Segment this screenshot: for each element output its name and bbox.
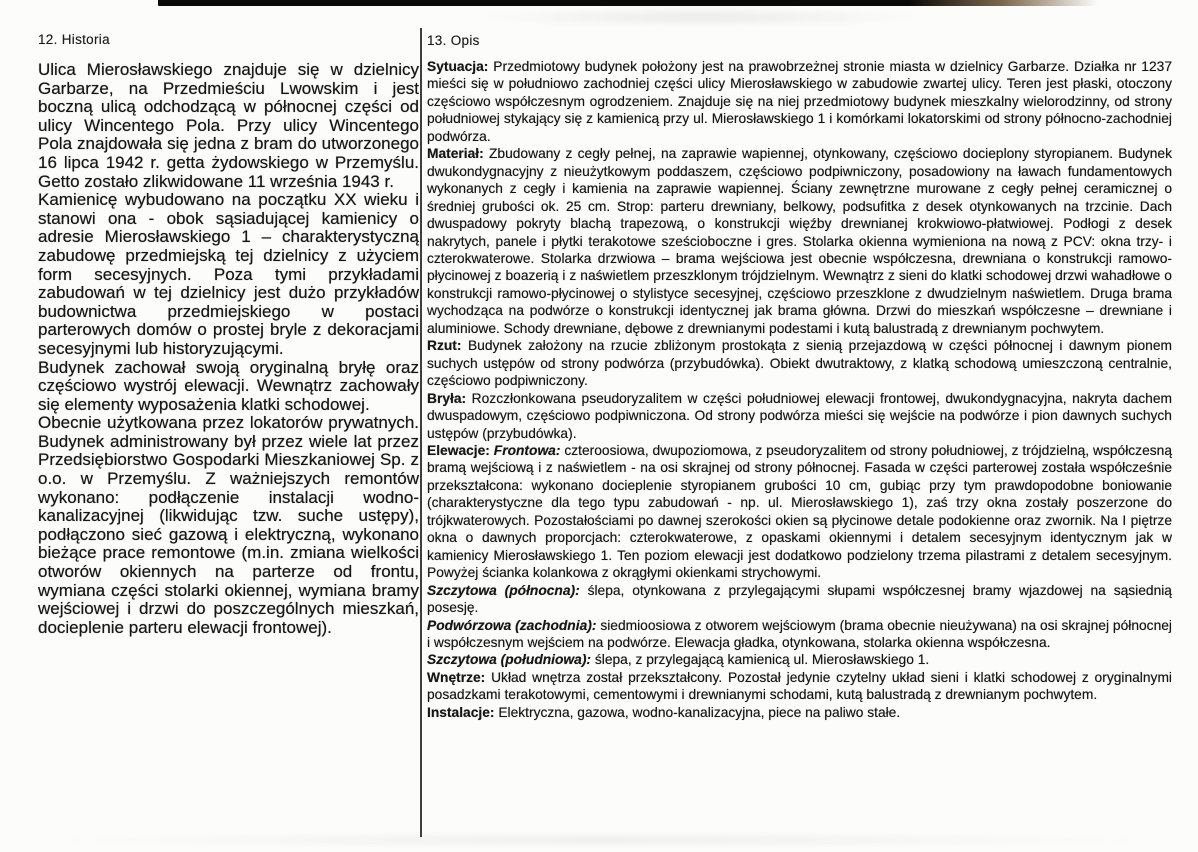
description-section-podworzowa-zachodnia (427, 617, 1172, 652)
description-section-wnetrze (427, 669, 1172, 704)
history-paragraph: Budynek zachował swoją oryginalną bryłę oraz częściowo wystrój elewacji. Wewnątrz zachowały się elementy wyposażenia klatki schodowej. (38, 357, 419, 414)
section-13-header: 13. Opis (427, 33, 480, 48)
section-text: Budynek założony na rzucie zbliżonym prostokąta z sienią przejazdową w części północnej i dawnym pionem suchych ustępów od strony podwórza (przybudówka). Obiekt dwutraktowy, z klatką schodową umieszczoną centralnie, częściowo podpiwniczony. (427, 338, 1172, 389)
section-text: Rozczłonkowana pseudoryzalitem w części południowej elewacji frontowej, dwukondygnacyjna, nakryta dachem dwuspadowym, częściowo podpiwniczona. Od strony podwórza mieści się wejście na podwórze i pion dawnych suchych ustępów (przybudówka). (427, 390, 1172, 441)
section-label: Wnętrze: (427, 669, 486, 685)
history-paragraph: Kamienicę wybudowano na początku XX wieku i stanowi ona - obok sąsiadującej kamienicy o adresie Mierosławskiego 1 – charakterystyczną zabudowę przedmiejską tej dzielnicy z użyciem form secesyjnych. Poza tymi przykładami zabudowań w tej dzielnicy jest dużo przykładów budownictwa przedmiejskiego w postaci parterowych domów o prostej bryle z dekoracjami secesyjnymi lub historyzującymi. (38, 190, 419, 358)
section-text: Przedmiotowy budynek położony jest na prawobrzeżnej stronie miasta w dzielnicy Garbarze. Działka nr 1237 mieści się w południowo zachodniej części ulicy Mierosławskiego w zabudowie zwartej ulicy. Teren jest płaski, otoczony częściowo współczesnym ogrodzeniem. Znajduje się na niej przedmiotowy budynek mieszkalny wielorodzinny, od strony południowej stykający się z kamienicą przy ul. Mierosławskiego 1 i komórkami lokatorskimi od strony północno-zachodniej podwórza. (427, 59, 1172, 144)
description-section-sytuacja (427, 58, 1172, 145)
section-sublabel: Frontowa: (493, 442, 561, 458)
description-section-instalacje (427, 704, 1172, 721)
description-column (427, 58, 1172, 721)
description-section-rzut (427, 337, 1172, 389)
description-section-bryla (427, 390, 1172, 442)
section-text: Układ wnętrza został przekształcony. Pozostał jedynie czytelny układ sieni i klatki schodowej z oryginalnymi posadzkami terakotowymi, cementowymi i drewnianymi schodami, kutą balustradą z drewnianym pochwytem. (427, 669, 1172, 703)
section-text: siedmioosiowa z otworem wejściowym (brama obecnie nieużywana) na osi skrajnej północnej i współczesnym wejściem na podwórze. Elewacja gładka, otynkowana, stolarka okienna współczesna. (427, 617, 1172, 650)
history-paragraph: Obecnie użytkowana przez lokatorów prywatnych. Budynek administrowany był przez wiele lat przez Przedsiębiorstwo Gospodarki Mieszkaniowej Sp. z o.o. w Przemyślu. Z ważniejszych remontów wykonano: podłączenie instalacji wodno-kanalizacyjnej (likwidując tzw. suche ustępy), podłączono sieć gazową i elektryczną, wykonano bieżące prace remontowe (m.in. zmiana wielkości otworów okiennych na parterze od frontu, wymiana części stolarki okiennej, wymiana bramy wejściowej i drzwi do poszczególnych mieszkań, docieplenie parteru elewacji frontowej). (38, 413, 419, 637)
description-section-elewacje-frontowa (427, 442, 1172, 582)
description-section-material (427, 145, 1172, 337)
scan-artifact-top-bar (158, 0, 1098, 6)
section-text: ślepa, z przylegającą kamienicą ul. Mierosławskiego 1. (594, 652, 930, 668)
description-section-szczytowa-poludniowa (427, 651, 1172, 668)
description-section-szczytowa-polnocna (427, 582, 1172, 617)
section-text: Elektryczna, gazowa, wodno-kanalizacyjna, piece na paliwo stałe. (498, 704, 901, 720)
history-column (38, 61, 419, 637)
section-label: Sytuacja: (427, 59, 489, 74)
section-label: Rzut: (427, 338, 462, 354)
section-label: Bryła: (427, 390, 467, 406)
section-label: Materiał: (427, 146, 484, 162)
section-label: Instalacje: (427, 704, 495, 720)
section-label: Szczytowa (północna): (427, 582, 580, 598)
section-text: czteroosiowa, dwupoziomowa, z pseudoryzalitem od strony południowej, z trójdzielną, współczesną bramą wejściową i z naświetlem - na osi skrajnej od strony północnej. Fasada w części parterowej została współcześnie przekształcona: wykonano docieplenie styropianem grubości 10 cm, gubiąc przy tym prawdopodobne boniowanie (charakterystyczne dla tego typu zabudowań - np. ul. Mierosławskiego 1), zaś trzy okna zostały poszerzone do trójkwaterowych. Pozostałościami po dawnej szerokości okien są płycinowe detale podokienne oraz zwornik. Na I piętrze okna o dawnych proporcjach: czterokwaterowe, z opaskami okiennymi i detalem secesyjnym identycznym jak w kamienicy Mierosławskiego 1. Ten poziom elewacji jest dodatkowo podzielony trzema pilastrami z detalem secesyjnym. Powyżej ścianka kolankowa z okrągłymi okienkami strychowymi. (427, 442, 1172, 581)
section-text: ślepa, otynkowana z przylegającymi słupami współczesnej bramy wjazdowej na sąsiednią posesję. (427, 582, 1172, 616)
section-text: Zbudowany z cegły pełnej, na zaprawie wapiennej, otynkowany, częściowo docieplony styropianem. Budynek dwukondygnacyjny z nieużytkowym poddaszem, częściowo podpiwniczony, posadowiony na ławach fundamentowych wykonanych z cegły i kamienia na zaprawie wapiennej. Ściany zewnętrzne murowane z cegły pełnej ceramicznej o średniej grubości ok. 25 cm. Strop: parteru drewniany, belkowy, podsufitka z desek otynkowanych na trzcinie. Dach dwuspadowy pokryty blachą trapezową, o konstrukcji więźby drewnianej krokwiowo-płatwiowej. Podłogi z desek nakrytych, panele i płytki terakotowe sześcioboczne i gres. Stolarka okienna wymieniona na nową z PCV: okna trzy- i czterokwaterowe. Stolarka drzwiowa – brama wejściowa jest obecnie współczesna, drewniana o konstrukcji ramowo-płycinowej z boazerią i z naświetlem przeszklonym trójdzielnym. Wewnątrz z sieni do klatki schodowej drzwi wahadłowe o konstrukcji ramowo-płycinowej o stylistyce secesyjnej, częściowo przeszklone z dwudzielnym naświetlem. Druga brama wychodząca na podwórze o konstrukcji identycznej jak brama główna. Drzwi do mieszkań współczesne – drewniane i aluminiowe. Schody drewniane, dębowe z drewnianymi podestami i kutą balustradą z drewnianym pochwytem. (427, 146, 1173, 336)
section-12-header: 12. Historia (38, 32, 110, 47)
scan-artifact-top-smudge (470, 7, 930, 27)
column-divider (420, 28, 422, 837)
section-label: Szczytowa (południowa): (427, 652, 592, 668)
scan-artifact-bottom-smudge (70, 833, 1130, 847)
history-paragraph: Ulica Mierosławskiego znajduje się w dzielnicy Garbarze, na Przedmieściu Lwowskim i jest boczną ulicą odchodzącą w północnej części od ulicy Wincentego Pola. Przy ulicy Wincentego Pola znajdowała się jedna z bram do utworzonego 16 lipca 1942 r. getta żydowskiego w Przemyślu. Getto zostało zlikwidowane 11 września 1943 r. (38, 60, 419, 191)
section-label: Podwórzowa (zachodnia): (427, 617, 597, 633)
section-label: Elewacje: (427, 442, 490, 458)
